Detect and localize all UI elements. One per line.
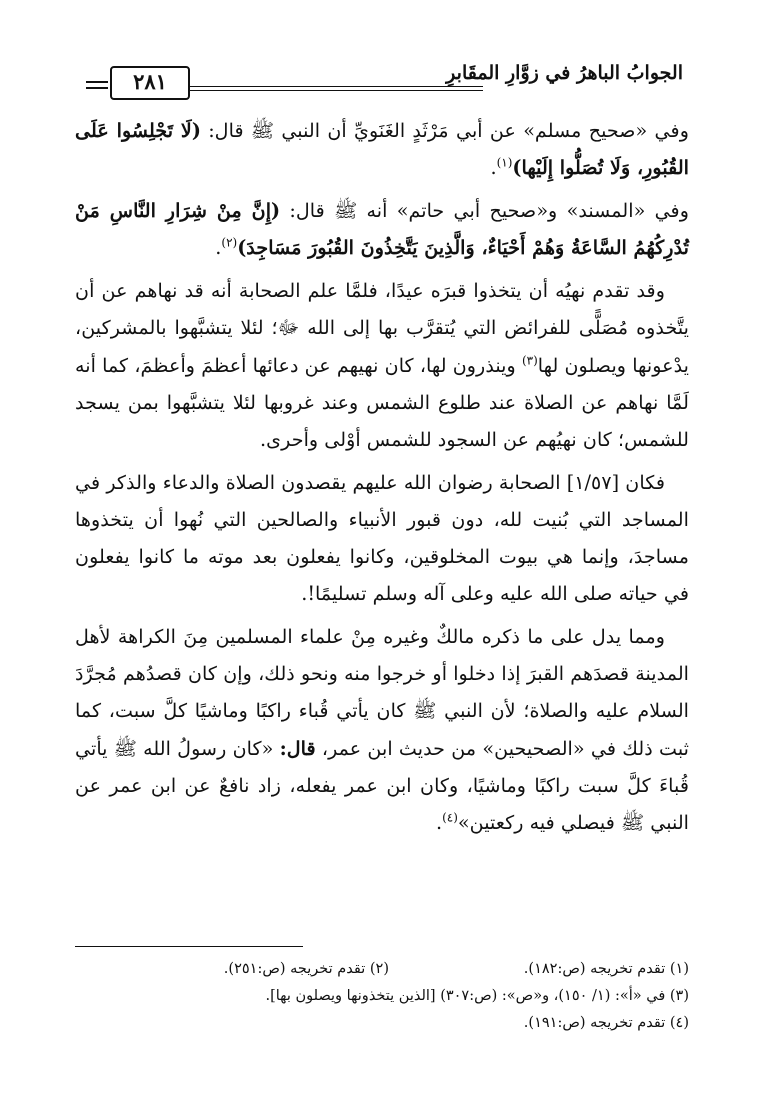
footnote-ref: (٣)	[521, 353, 538, 368]
text-run: وقد تقدم نهيُه أن يتخذوا قبرَه عيدًا، فلمَّا علم الصحابة أنه قد نهاهم عن أن يتَّخذوه مُصَلًّى للفرائض التي يُتقرَّب بها إلى الله ﷻ؛ لئلا يتشبَّهوا بالمشركين، يدْعونها ويصلون لها	[75, 279, 689, 377]
text-run: ومما يدل على ما ذكره مالكٌ وغيره مِنْ علماء المسلمين مِنَ الكراهة لأهل المدينة قصدَهم القبرَ إذا دخلوا أو خرجوا منه ونحو ذلك، وإن كان قصدُهم مُجرَّدَ السلام عليه والصلاة؛ لأن النبي ﷺ كان يأتي قُباء راكبًا وماشيًا كلَّ سبت، كما ثبت ذلك في «الصحيحين» من حديث ابن عمر،	[75, 625, 689, 760]
text-run: .	[490, 156, 497, 180]
text-run: «كان رسولُ الله ﷺ يأتي قُباءَ كلَّ سبت راكبًا وماشيًا، وكان ابن عمر يفعله، زاد نافعٌ عن ابن عمر عن النبي ﷺ فيصلي فيه ركعتين»	[75, 736, 689, 834]
paragraph-5	[75, 618, 689, 841]
running-header	[86, 56, 683, 100]
footnote-row	[75, 956, 689, 983]
text-run: وفي «صحيح مسلم» عن أبي مَرْثَدٍ الغَنَويِّ أن النبي ﷺ قال:	[200, 119, 689, 142]
footnote-2: (٢) تقدم تخريجه (ص:٢٥١).	[223, 961, 389, 977]
book-title: الجوابُ الباهرُ في زوَّارِ المقَابرِ	[446, 62, 683, 84]
footnote-separator	[75, 946, 303, 947]
header-dash	[86, 81, 108, 83]
paragraph-2	[75, 192, 689, 266]
paragraph-4	[75, 464, 689, 612]
quoted-text: (إِنَّ مِنْ شِرَارِ النَّاسِ مَنْ تُدْرِكُهُمُ السَّاعَةُ وَهُمْ أَحْيَاءٌ، وَالَّذِينَ يَتَّخِذُونَ القُبُورَ مَسَاجِدَ)	[75, 199, 689, 260]
quoted-text: قال:	[279, 736, 316, 760]
page-number: ٢٨١	[110, 66, 190, 100]
main-text	[75, 112, 689, 847]
footnote-1: (١) تقدم تخريجه (ص:١٨٢).	[523, 961, 689, 977]
text-run: .	[435, 810, 443, 834]
header-rule-double	[188, 90, 483, 91]
header-dash-double	[86, 87, 108, 89]
footnote-3: (٣) في «أ»: (١/ ١٥٠)، و«ص»: (ص:٣٠٧) [الذين يتخذونها ويصلون بها].	[265, 988, 689, 1004]
header-rule	[188, 86, 483, 87]
footnote-ref: (٢)	[221, 235, 238, 250]
footnotes	[75, 956, 689, 1037]
footnote-ref: (١)	[496, 155, 513, 170]
footnote-ref: (٤)	[442, 810, 458, 825]
text-run: فكان [١/٥٧] الصحابة رضوان الله عليهم يقصدون الصلاة والدعاء والذكر في المساجد التي بُنيت لله، دون قبور الأنبياء والصالحين التي نُهوا أن يتخذوها مساجدَ، وإنما هي بيوت المخلوقين، وكانوا يفعلون بعد موته ما كانوا يفعلون في حياته صلى الله عليه وعلى آله وسلم تسليمًا!.	[75, 470, 689, 606]
paragraph-1	[75, 112, 689, 186]
quoted-text: (لَا تَجْلِسُوا عَلَى القُبُورِ، وَلَا تُصَلُّوا إِلَيْها)	[75, 119, 689, 180]
text-run: .	[215, 236, 222, 260]
footnote-4: (٤) تقدم تخريجه (ص:١٩١).	[523, 1015, 689, 1031]
text-run: وفي «المسند» و«صحيح أبي حاتم» أنه ﷺ قال:	[280, 199, 689, 223]
paragraph-3	[75, 272, 689, 457]
text-run: وينذرون لها، كان نهيهم عن دعائها أعظمَ وأعظمَ، كما أنه لَمَّا نهاهم عن الصلاة عند طلوع الشمس وعند غروبها لئلا يتشبَّهوا بمن يسجد للشمس؛ كان نهيُهم عن السجود للشمس أوْلى وأحرى.	[75, 353, 689, 451]
